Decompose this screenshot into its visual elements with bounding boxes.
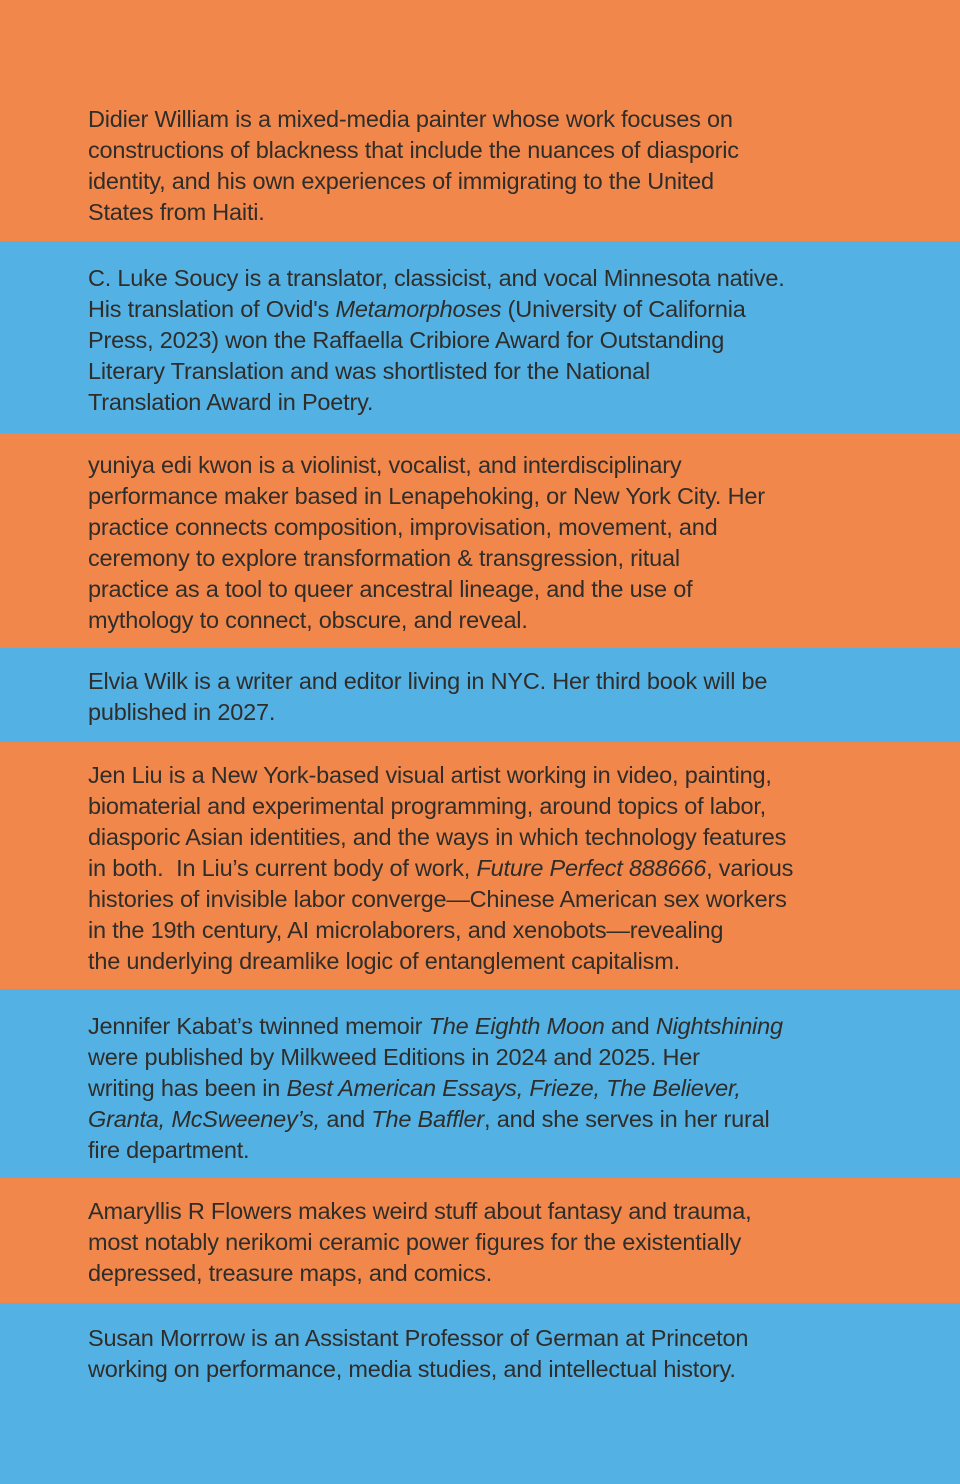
italic-title-text: Future Perfect 888666 xyxy=(476,855,707,881)
bio-text: States from Haiti. xyxy=(88,199,265,225)
bio-text: practice as a tool to queer ancestral lineage, and the use of xyxy=(88,576,693,602)
italic-title-text: Frieze, xyxy=(529,1075,600,1101)
bio-band-yuniya-edi-kwon xyxy=(0,433,960,648)
bio-text: mythology to connect, obscure, and reveal. xyxy=(88,607,528,633)
italic-title-text: The Believer, xyxy=(606,1075,741,1101)
bio-text: most notably nerikomi ceramic power figures for the existentially xyxy=(88,1229,742,1255)
bio-text: Literary Translation and was shortlisted for the National xyxy=(88,358,651,384)
bio-band-jennifer-kabat xyxy=(0,989,960,1178)
bio-text: Amaryllis R Flowers makes weird stuff about fantasy and trauma, xyxy=(88,1198,752,1224)
bio-text: His translation of Ovid's xyxy=(88,296,336,322)
italic-title-text: Metamorphoses xyxy=(335,296,502,322)
bio-paragraph-didier-william xyxy=(88,104,932,228)
italic-title-text: The Eighth Moon xyxy=(428,1013,605,1039)
bio-text: Jennifer Kabat’s twinned memoir xyxy=(88,1013,429,1039)
bio-text: and xyxy=(320,1106,372,1132)
bio-text: ceremony to explore transformation & transgression, ritual xyxy=(88,545,680,571)
bio-text: C. Luke Soucy is a translator, classicist, and vocal Minnesota native. xyxy=(88,265,785,291)
bio-text: , various xyxy=(706,855,794,881)
bio-text: working on performance, media studies, and intellectual history. xyxy=(88,1356,736,1382)
bio-band-susan-morrrow xyxy=(0,1303,960,1484)
bio-text: writing has been in xyxy=(88,1075,287,1101)
bio-band-elvia-wilk xyxy=(0,648,960,742)
bio-text: (University of California xyxy=(501,296,746,322)
bio-text: identity, and his own experiences of immigrating to the United xyxy=(88,168,714,194)
bio-band-c-luke-soucy xyxy=(0,241,960,433)
bio-text: Translation Award in Poetry. xyxy=(88,389,374,415)
bio-text: the underlying dreamlike logic of entanglement capitalism. xyxy=(88,948,680,974)
bio-text: yuniya edi kwon is a violinist, vocalist, and interdisciplinary xyxy=(88,452,682,478)
bio-band-amaryllis-r-flowers xyxy=(0,1178,960,1303)
bio-text: were published by Milkweed Editions in 2024 and 2025. Her xyxy=(88,1044,700,1070)
bio-text: Elvia Wilk is a writer and editor living in NYC. Her third book will be xyxy=(88,668,768,694)
bio-text: histories of invisible labor converge—Chinese American sex workers xyxy=(88,886,787,912)
bio-paragraph-elvia-wilk xyxy=(88,666,932,728)
bio-paragraph-c-luke-soucy xyxy=(88,263,932,418)
bio-paragraph-amaryllis-r-flowers xyxy=(88,1196,932,1289)
bio-text: practice connects composition, improvisation, movement, and xyxy=(88,514,718,540)
bio-text: constructions of blackness that include the nuances of diasporic xyxy=(88,137,739,163)
bio-text: fire department. xyxy=(88,1137,250,1163)
bio-paragraph-jennifer-kabat xyxy=(88,1011,932,1166)
bio-text: Jen Liu is a New York-based visual artist working in video, painting, xyxy=(88,762,772,788)
bio-band-didier-william xyxy=(0,0,960,241)
bio-paragraph-yuniya-edi-kwon xyxy=(88,450,932,636)
bio-text: depressed, treasure maps, and comics. xyxy=(88,1260,493,1286)
bio-text: Press, 2023) won the Raffaella Cribiore Award for Outstanding xyxy=(88,327,725,353)
italic-title-text: Nightshining xyxy=(655,1013,783,1039)
italic-title-text: Granta, xyxy=(88,1106,165,1132)
bio-paragraph-jen-liu xyxy=(88,760,932,977)
bio-text: in the 19th century, AI microlaborers, and xenobots—revealing xyxy=(88,917,724,943)
bio-paragraph-susan-morrrow xyxy=(88,1323,932,1385)
italic-title-text: McSweeney’s, xyxy=(171,1106,321,1132)
italic-title-text: Best American Essays, xyxy=(286,1075,524,1101)
bio-text: Didier William is a mixed-media painter whose work focuses on xyxy=(88,106,733,132)
bio-text: diasporic Asian identities, and the ways in which technology features xyxy=(88,824,787,850)
italic-title-text: The Baffler xyxy=(371,1106,485,1132)
bio-text: and xyxy=(604,1013,656,1039)
bio-band-jen-liu xyxy=(0,742,960,989)
bio-text: published in 2027. xyxy=(88,699,276,725)
bio-text: performance maker based in Lenapehoking, or New York City. Her xyxy=(88,483,765,509)
bio-text: Susan Morrrow is an Assistant Professor of German at Princeton xyxy=(88,1325,749,1351)
bio-text: , and she serves in her rural xyxy=(484,1106,770,1132)
bio-text: in both. In Liu’s current body of work, xyxy=(88,855,477,881)
bio-text: biomaterial and experimental programming, around topics of labor, xyxy=(88,793,767,819)
